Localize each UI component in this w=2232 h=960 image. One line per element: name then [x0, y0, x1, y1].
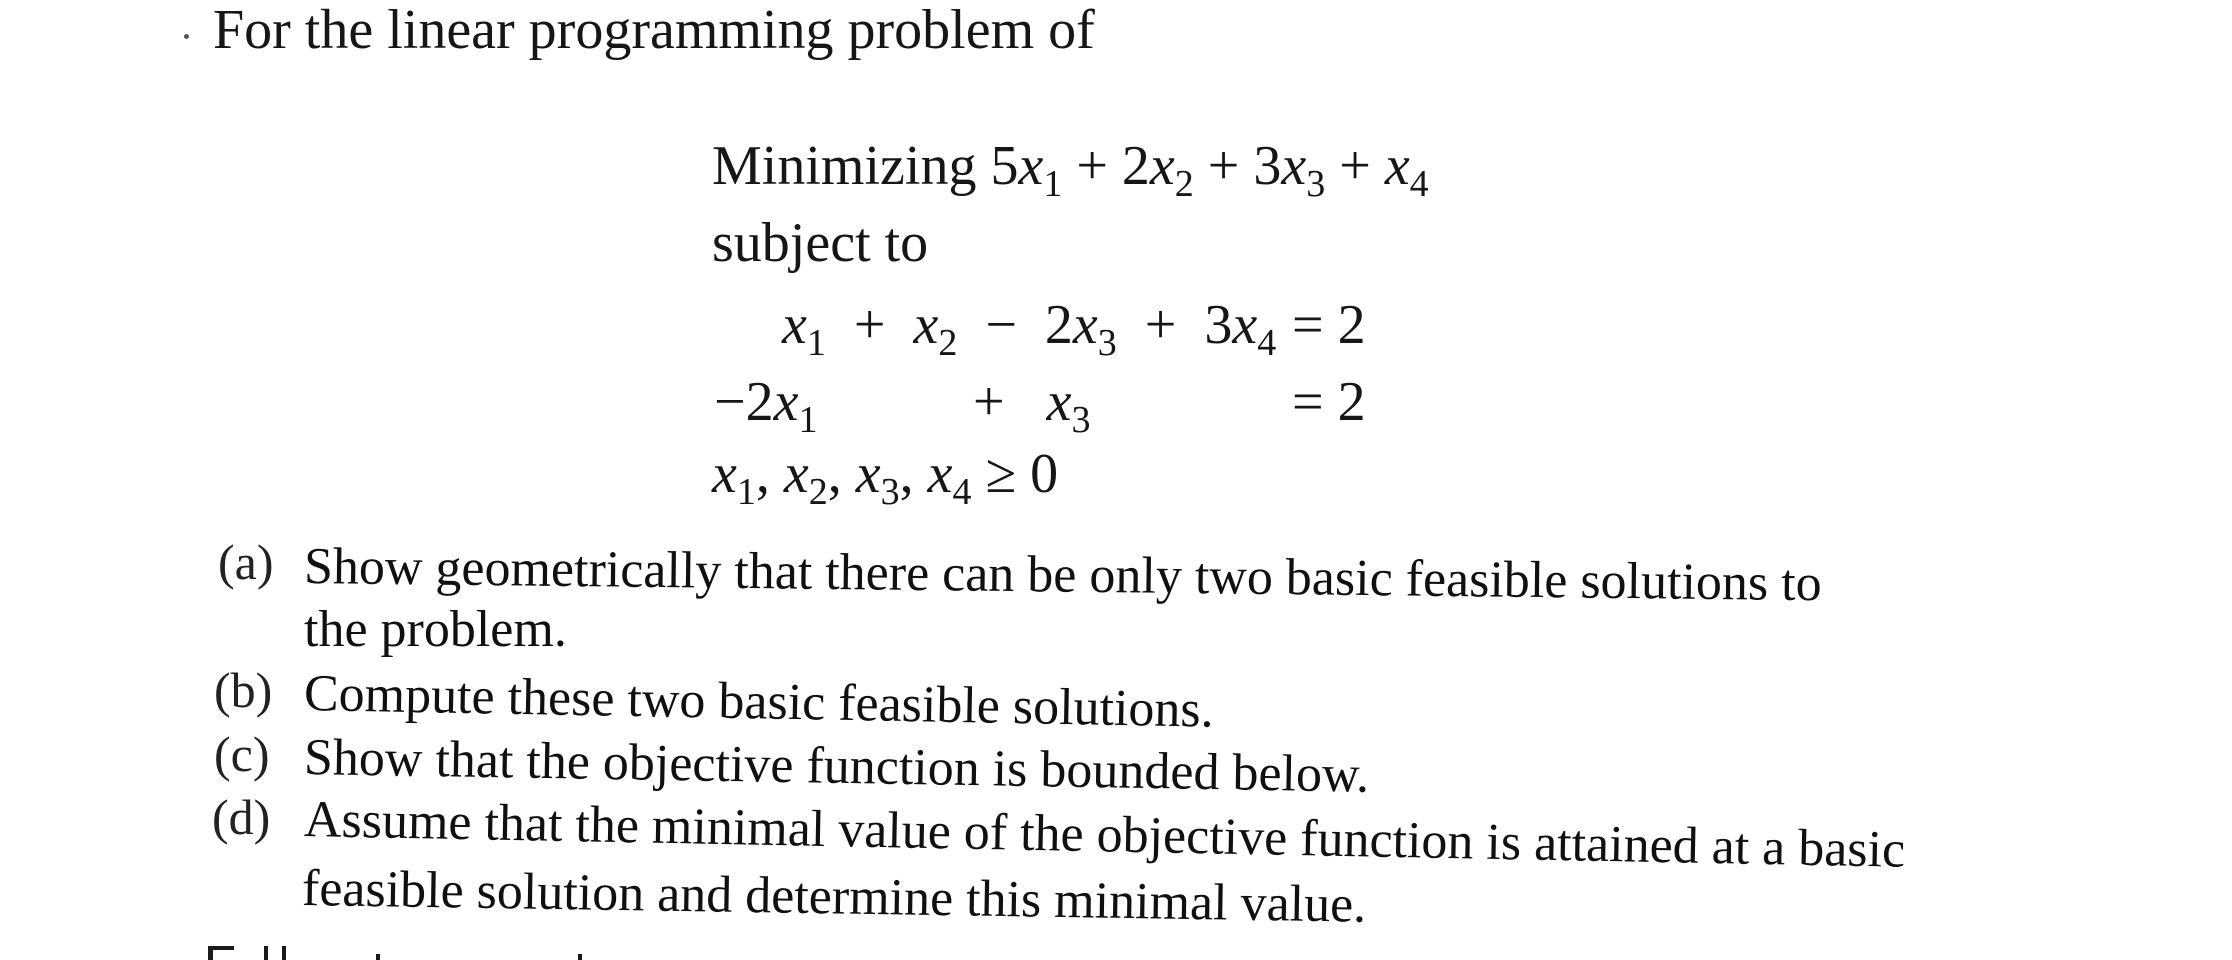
- part-c-label: (c): [214, 726, 270, 782]
- math-text: +: [973, 371, 1047, 433]
- objective-expression: [990, 135, 1429, 205]
- part-b-label: (b): [214, 662, 273, 718]
- math-subscript: 1: [1043, 163, 1063, 205]
- math-variable: x: [927, 443, 953, 505]
- math-subscript: 2: [938, 322, 958, 364]
- part-d-label: (d): [212, 789, 271, 845]
- part-a-line-2: the problem.: [304, 601, 567, 658]
- math-variable: x: [783, 443, 809, 505]
- math-text: ,: [827, 443, 856, 505]
- math-text: + 2: [1062, 135, 1150, 197]
- nonnegativity-constraint: [712, 443, 1059, 513]
- constraint-2-rhs: = 2: [1292, 371, 1366, 433]
- margin-dot: [184, 34, 189, 39]
- math-variable: x: [1072, 294, 1098, 356]
- cropped-next-line: [208, 946, 628, 960]
- constraint-1-rhs: = 2: [1292, 294, 1366, 356]
- math-text: −2: [714, 371, 774, 433]
- math-variable: x: [1232, 294, 1258, 356]
- math-text: 5: [990, 135, 1019, 197]
- math-text: + 3: [1193, 135, 1282, 197]
- math-subscript: 1: [806, 322, 826, 364]
- math-text: ,: [755, 443, 784, 505]
- part-d-line-2: feasible solution and determine this minimal value.: [301, 860, 1367, 934]
- subject-to-label: subject to: [712, 212, 929, 274]
- math-variable: x: [1046, 371, 1072, 433]
- math-variable: x: [712, 443, 737, 505]
- part-d-line-1: Assume that the minimal value of the objective function is attained at a basic: [303, 791, 1906, 879]
- math-subscript: 2: [808, 471, 828, 513]
- math-subscript: 4: [1409, 163, 1429, 205]
- part-b-line-1: Compute these two basic feasible solutions.: [303, 665, 1215, 739]
- part-a-label: (a): [218, 534, 274, 590]
- math-subscript: 3: [1071, 399, 1091, 441]
- math-subscript: 2: [1174, 163, 1194, 205]
- math-variable: x: [1018, 135, 1044, 197]
- constraint-2-term-2: [973, 371, 1091, 441]
- constraint-1-lhs: [782, 294, 1277, 364]
- math-subscript: 3: [880, 471, 900, 513]
- math-variable: x: [913, 294, 939, 356]
- math-subscript: 3: [1097, 322, 1117, 364]
- math-text: +: [1325, 135, 1385, 197]
- constraint-2-term-1: [714, 371, 818, 441]
- math-text: − 2: [957, 294, 1073, 356]
- math-subscript: 3: [1306, 163, 1326, 205]
- math-variable: x: [1281, 135, 1307, 197]
- objective-line: [712, 135, 1429, 205]
- intro-sentence: For the linear programming problem of: [213, 0, 1095, 61]
- math-subscript: 1: [798, 399, 818, 441]
- math-variable: x: [1149, 135, 1175, 197]
- objective-label: Minimizing: [712, 135, 977, 197]
- math-variable: x: [782, 294, 807, 356]
- math-text: ,: [899, 443, 928, 505]
- math-subscript: 4: [952, 471, 972, 513]
- math-text: + 3: [1116, 294, 1233, 356]
- math-subscript: 1: [736, 471, 756, 513]
- math-subscript: 4: [1257, 322, 1277, 364]
- math-variable: x: [1384, 135, 1410, 197]
- math-variable: x: [855, 443, 881, 505]
- part-a-line-1: Show geometrically that there can be only two basic feasible solutions to: [303, 538, 1822, 613]
- math-text: +: [825, 294, 914, 356]
- math-variable: x: [773, 371, 799, 433]
- math-text: ≥ 0: [971, 443, 1059, 505]
- part-c-line-1: Show that the objective function is bounded below.: [303, 729, 1370, 804]
